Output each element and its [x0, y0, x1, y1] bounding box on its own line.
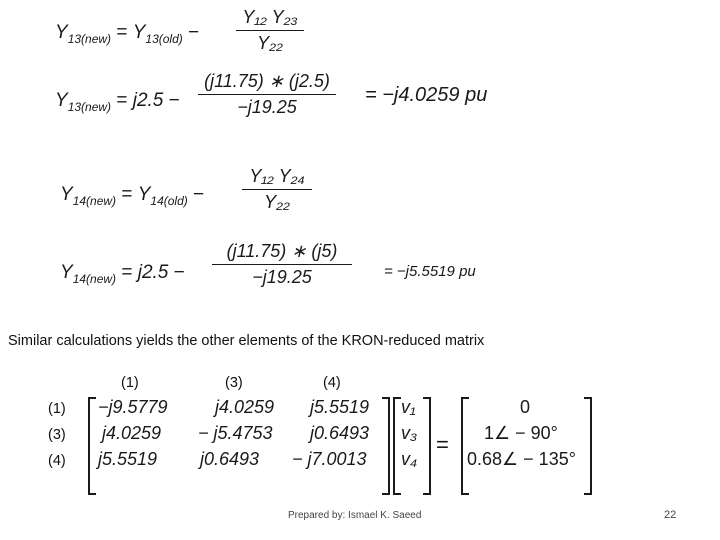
equation-4-result: = −j5.5519 pu — [384, 263, 476, 280]
matrix-cell-4-1: j5.5519 — [98, 449, 158, 469]
equation-4-denominator: −j19.25 — [252, 267, 312, 287]
vector-right-bracket — [423, 397, 431, 495]
equation-2-result: = −j4.0259 pu — [365, 84, 488, 106]
equation-1-denominator: Y₂₂ — [257, 33, 283, 53]
footer-author: Prepared by: Ismael K. Saeed — [288, 510, 422, 521]
matrix-cell-4-3: j0.6493 — [200, 449, 260, 469]
matrix-cell-3-4: j0.6493 — [310, 423, 370, 443]
equation-1-numerator: Y₁₂ Y₂₃ — [242, 7, 298, 27]
col-header-4: (4) — [323, 375, 341, 391]
equation-4-numerator: (j11.75) ∗ (j5) — [226, 241, 338, 261]
equation-1-lhs: $Y_{13(new)} = Y_{13(old)}$ − — [55, 22, 200, 46]
equation-3-fraction — [242, 166, 312, 213]
col-header-3: (3) — [225, 375, 243, 391]
rhs-value-4: 0.68∠ − 135° — [467, 449, 576, 469]
caption-text: Similar calculations yields the other elements of the KRON-reduced matrix — [8, 333, 485, 349]
equation-1-fraction — [236, 7, 304, 54]
matrix-cell-1-1: −j9.5779 — [98, 397, 168, 417]
row-header-3: (3) — [48, 427, 66, 443]
matrix-left-bracket — [88, 397, 96, 495]
vector-left-bracket — [393, 397, 401, 495]
rhs-value-3: 1∠ − 90° — [484, 423, 558, 443]
equation-2-lhs: $Y_{13(new)} = j2.5$ − — [55, 90, 180, 114]
col-header-1: (1) — [121, 375, 139, 391]
matrix-equals-sign: = — [436, 432, 449, 457]
equation-3-lhs: $Y_{14(new)} = Y_{14(old)}$ − — [60, 184, 205, 208]
row-header-4: (4) — [48, 453, 66, 469]
vector-v1: v₁ — [401, 397, 416, 417]
matrix-right-bracket — [382, 397, 390, 495]
matrix-cell-4-4: − j7.0013 — [292, 449, 367, 469]
matrix-cell-1-4: j5.5519 — [310, 397, 370, 417]
equation-3-numerator: Y₁₂ Y₂₄ — [249, 166, 305, 186]
row-header-1: (1) — [48, 401, 66, 417]
equation-4-fraction — [212, 241, 352, 288]
matrix-cell-1-3: j4.0259 — [215, 397, 275, 417]
vector-v3: v₃ — [401, 423, 418, 443]
rhs-right-bracket — [584, 397, 592, 495]
matrix-cell-3-3: − j5.4753 — [198, 423, 273, 443]
equation-2-denominator: −j19.25 — [237, 97, 297, 117]
equation-2-fraction — [198, 71, 336, 118]
page-number: 22 — [664, 509, 677, 521]
rhs-value-1: 0 — [520, 397, 531, 417]
vector-v4: v₄ — [401, 449, 418, 469]
matrix-cell-3-1: j4.0259 — [102, 423, 162, 443]
equation-2-numerator: (j11.75) ∗ (j2.5) — [204, 71, 330, 91]
rhs-left-bracket — [461, 397, 469, 495]
equation-3-denominator: Y₂₂ — [264, 192, 290, 212]
equation-4-lhs: $Y_{14(new)} = j2.5$ − — [60, 262, 185, 286]
